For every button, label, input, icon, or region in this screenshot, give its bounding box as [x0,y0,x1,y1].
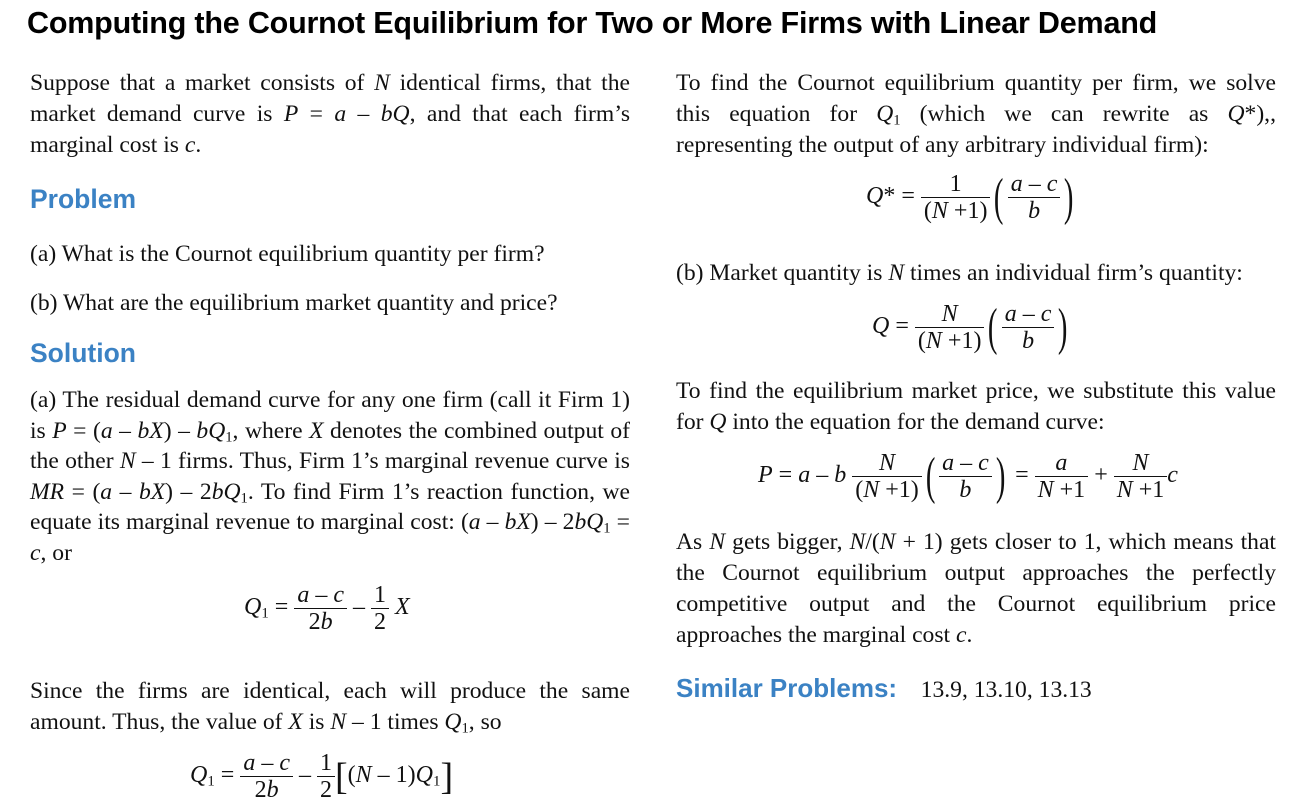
similar-problems-label: Similar Problems: [676,673,898,703]
page-title: Computing the Cournot Equilibrium for Two or More Firms with Linear Demand [27,6,1158,40]
similar-problems [676,673,1276,706]
substituted-equation: $Q_1$ = $\frac{a - c}{2b}$ – $\frac{1}{2}$ $[(N - 1)Q_1]$ [190,750,454,803]
left-column [30,68,630,803]
find-quantity-paragraph: To find the Cournot equilibrium quantity per firm, we solve this equation for $Q_1$ (which we can rewrite as Q*),, representing the output of any arbitrary individual firm): [676,70,1276,158]
intro-paragraph: Suppose that a market consists of N identical firms, that the market demand curve is P = a – bQ, and that each firm’s marginal cost is c. [30,70,631,158]
market-quantity-equation: Q = $\frac{N}{(N +1)}$ ( $\frac{a - c}{b}$ ) [872,298,1068,356]
reaction-equation: $Q_1$ = $\frac{a - c}{2b}$ – $\frac{1}{2}$ X [244,582,410,635]
conclusion-paragraph: As N gets bigger, N/(N + 1) gets closer to 1, which means that the Cournot equilibrium output approaches the perfectly competitive output and the Cournot equilibrium price approaches the marginal cost c. [676,529,1276,648]
q-star-equation: Q* = $\frac{1}{(N +1)}$ ( $\frac{a - c}{b}$ ) [866,168,1074,226]
solution-heading: Solution [30,338,136,368]
identical-firms-paragraph: Since the firms are identical, each will produce the same amount. Thus, the value of X is N – 1 times $Q_1$, so [30,678,630,737]
similar-problems-values: 13.9, 13.10, 13.13 [920,677,1092,703]
problem-b: (b) What are the equilibrium market quantity and price? [30,290,558,316]
price-equation: P = a – b $\frac{N}{(N +1)}$ ( $\frac{a - c}{b}$ ) = $\frac{a}{N +1}$ + $\frac{N}{N +1}$ c [758,447,1178,505]
solution-a-paragraph: (a) The residual demand curve for any one firm (call it Firm 1) is $P = (a - bX) - bQ_1$, where X denotes the combined output of the other N – 1 firms. Thus, Firm 1’s marginal revenue curve is MR = $(a - bX) - 2bQ_1$. To find Firm 1’s reaction function, we equate its marginal revenue to marginal cost: $(a - bX) - 2bQ_1 = c$, or [30,387,631,566]
market-quantity-paragraph: (b) Market quantity is N times an individual firm’s quantity: [676,260,1243,286]
problem-heading: Problem [30,184,137,214]
find-price-paragraph: To find the equilibrium market price, we substitute this value for Q into the equation for the demand curve: [676,378,1276,435]
right-column [676,68,1276,706]
problem-a: (a) What is the Cournot equilibrium quantity per firm? [30,241,545,267]
